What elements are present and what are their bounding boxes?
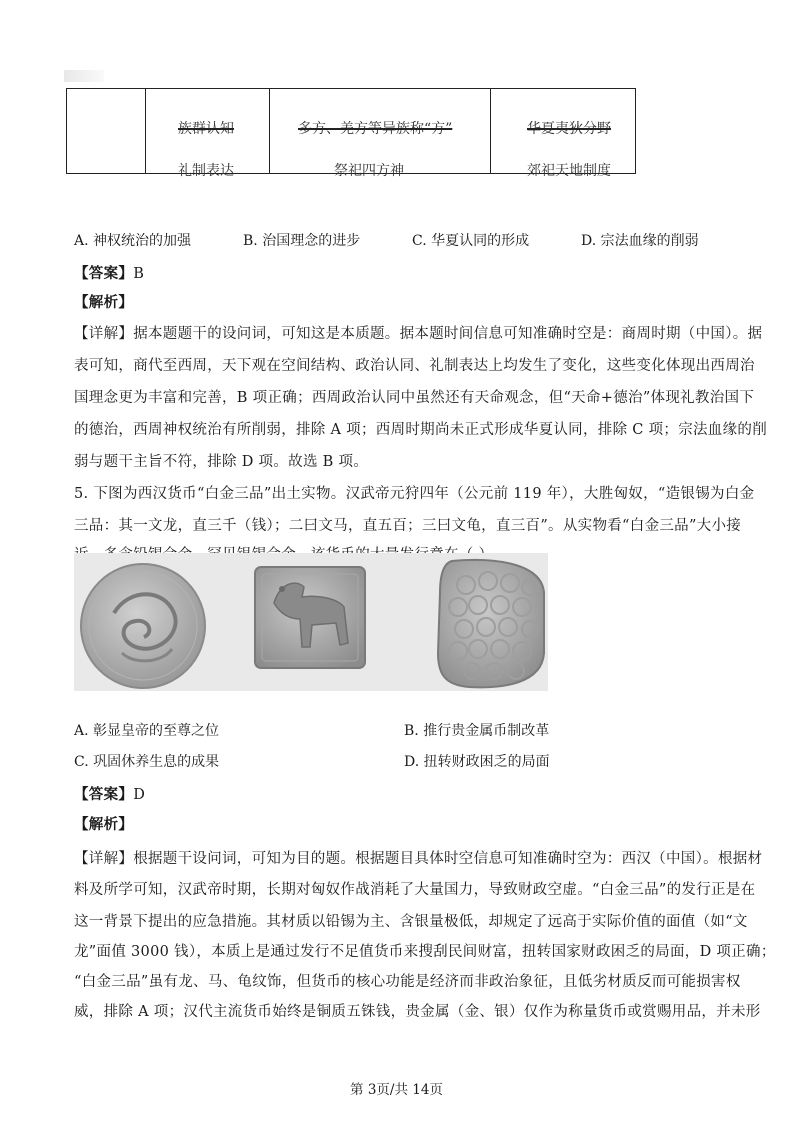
horse-coin: [255, 567, 365, 668]
table-divider: [490, 88, 491, 174]
comparison-table: [66, 88, 636, 179]
q4-option-a: A. 神权统治的加强: [74, 233, 192, 249]
q4-detail-line: 【详解】据本题题干的设问词，可知这是本质题。据本题时间信息可知准确时空是：商周时期（中国）。据: [74, 326, 763, 342]
answer-value: B: [133, 266, 145, 282]
q5-detail-line: 龙”面值 3000 钱），本质上是通过发行不足值货币来搜刮民间财富，扭转国家财政困乏的局面，D 项正确；: [74, 944, 776, 960]
q5-stem-line: 5. 下图为西汉货币“白金三品”出土实物。汉武帝元狩四年（公元前 119 年），大胜匈奴，“造银锡为白金: [74, 486, 755, 502]
q4-detail-line: 国理念更为丰富和完善，B 项正确；西周政治认同中虽然还有天命观念，但“天命+德治”体现礼教治国下: [74, 390, 755, 406]
q5-analysis-label: 【解析】: [74, 816, 134, 833]
q5-stem-line: 三品：其一文龙，直三千（钱）；二曰文马，直五百；三曰文龟，直三百”。从实物看“白金三品”大小接: [74, 518, 742, 534]
turtle-coin: [438, 560, 544, 687]
q4-option-c: C. 华夏认同的形成: [412, 233, 530, 249]
q5-option-c: C. 巩固休养生息的成果: [74, 754, 220, 770]
q4-option-b: B. 治国理念的进步: [243, 233, 361, 249]
table-cell: 华夏夷狄分野: [527, 121, 611, 137]
q4-detail-line: 表可知，商代至西周，天下观在空间结构、政治认同、礼制表达上均发生了变化，这些变化体现出西周治: [74, 358, 755, 374]
table-cell: 族群认知: [178, 121, 234, 137]
q5-detail-line: 【详解】根据题干设问词，可知为目的题。根据题目具体时空信息可知准确时空为：西汉（中国）。根据材: [74, 851, 763, 867]
q5-answer: [74, 783, 145, 804]
q5-option-b: B. 推行贵金属币制改革: [404, 723, 550, 739]
q5-detail-line: 料及所学可知，汉武帝时期，长期对匈奴作战消耗了大量国力，导致财政空虚。“白金三品”的发行正是在: [74, 882, 756, 898]
q5-detail-line: 威，排除 A 项；汉代主流货币始终是铜质五铢钱，贵金属（金、银）仅作为称量货币或赏赐用品，并未形: [74, 1004, 761, 1020]
table-cell: 祭祀四方神: [334, 163, 404, 179]
q5-detail-line: 这一背景下提出的应急措施。其材质以铅锡为主、含银量极低，却规定了远高于实际价值的面值（如“文: [74, 914, 748, 930]
coin-photo-svg: [74, 553, 548, 691]
table-divider: [269, 88, 270, 174]
dragon-coin: [81, 564, 205, 688]
answer-label: 【答案】: [74, 786, 134, 803]
table-cell: 礼制表达: [178, 163, 234, 179]
q4-option-d: D. 宗法血缘的削弱: [581, 233, 699, 249]
page-footer: 第 3页/共 14页: [350, 1082, 443, 1098]
answer-label: 【答案】: [74, 265, 134, 282]
q4-analysis-label: 【解析】: [74, 294, 134, 311]
q4-answer: [74, 262, 144, 283]
table-cell: 多方、羌方等异族称“方”: [298, 121, 453, 137]
q4-detail-line: 弱与题干主旨不符，排除 D 项。故选 B 项。: [74, 454, 369, 470]
answer-value: D: [133, 787, 146, 803]
q5-option-a: A. 彰显皇帝的至尊之位: [74, 723, 220, 739]
q5-detail-line: “白金三品”虽有龙、马、龟纹饰，但货币的核心功能是经济而非政治象征，且低劣材质反而可能损害权: [74, 974, 741, 990]
scan-artifact: [64, 70, 104, 82]
q5-option-d: D. 扭转财政困乏的局面: [404, 754, 550, 770]
table-cell: 郊祀天地制度: [527, 163, 611, 179]
q4-detail-line: 的德治，西周神权统治有所削弱，排除 A 项；西周时期尚未正式形成华夏认同，排除 C 项；宗法血缘的削: [74, 422, 767, 438]
table-divider: [145, 88, 146, 174]
coin-photo: [74, 553, 548, 691]
